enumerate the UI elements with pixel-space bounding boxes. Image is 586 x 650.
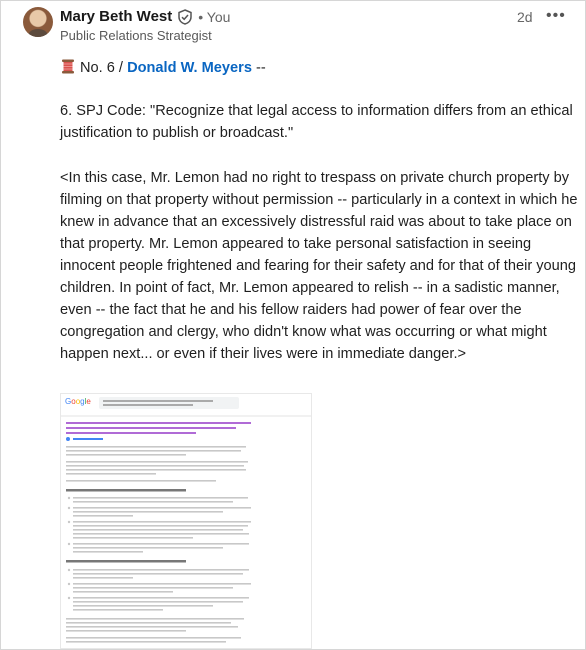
post-paragraph-3: <In this case, Mr. Lemon had no right to trespass on private church property by filming on that property without permission -- particularly in a context in which he knew in advance that an excessively distressful raid was about to take place on that property. Mr. Lemon appeared to take personal satisfaction in seeing innocent people frightened and fearing for their safety and for that of their young children. In point of fact, Mr. Lemon appeared to relish -- in a sadistic manner, even -- the fact that he and his fellow raiders had power of fear over the congregation and clergy, who didn't know what was occurring or what might happen next... or even if their lives were in immediate danger.>: [60, 170, 578, 362]
post-line-1: [60, 57, 266, 79]
mention-link[interactable]: Donald W. Meyers: [127, 60, 252, 76]
post-time: 2d: [517, 9, 533, 25]
line1-prefix: No. 6 /: [80, 60, 123, 76]
search-result-thumbnail: [61, 394, 311, 648]
attached-screenshot-image[interactable]: [60, 393, 312, 649]
you-label: • You: [198, 8, 231, 25]
line1-suffix: --: [256, 60, 266, 76]
verified-badge-icon: [177, 9, 193, 25]
spool-of-thread-icon: [60, 59, 76, 74]
google-logo: Google: [65, 397, 91, 406]
author-name[interactable]: Mary Beth West: [60, 8, 173, 25]
author-headline: Public Relations Strategist: [60, 28, 212, 43]
more-options-icon[interactable]: •••: [546, 7, 566, 24]
avatar[interactable]: [23, 7, 53, 37]
author-row: [60, 8, 230, 25]
post-paragraph-2: 6. SPJ Code: "Recognize that legal access to information differs from an ethical justification to publish or broadcast.": [60, 103, 573, 141]
